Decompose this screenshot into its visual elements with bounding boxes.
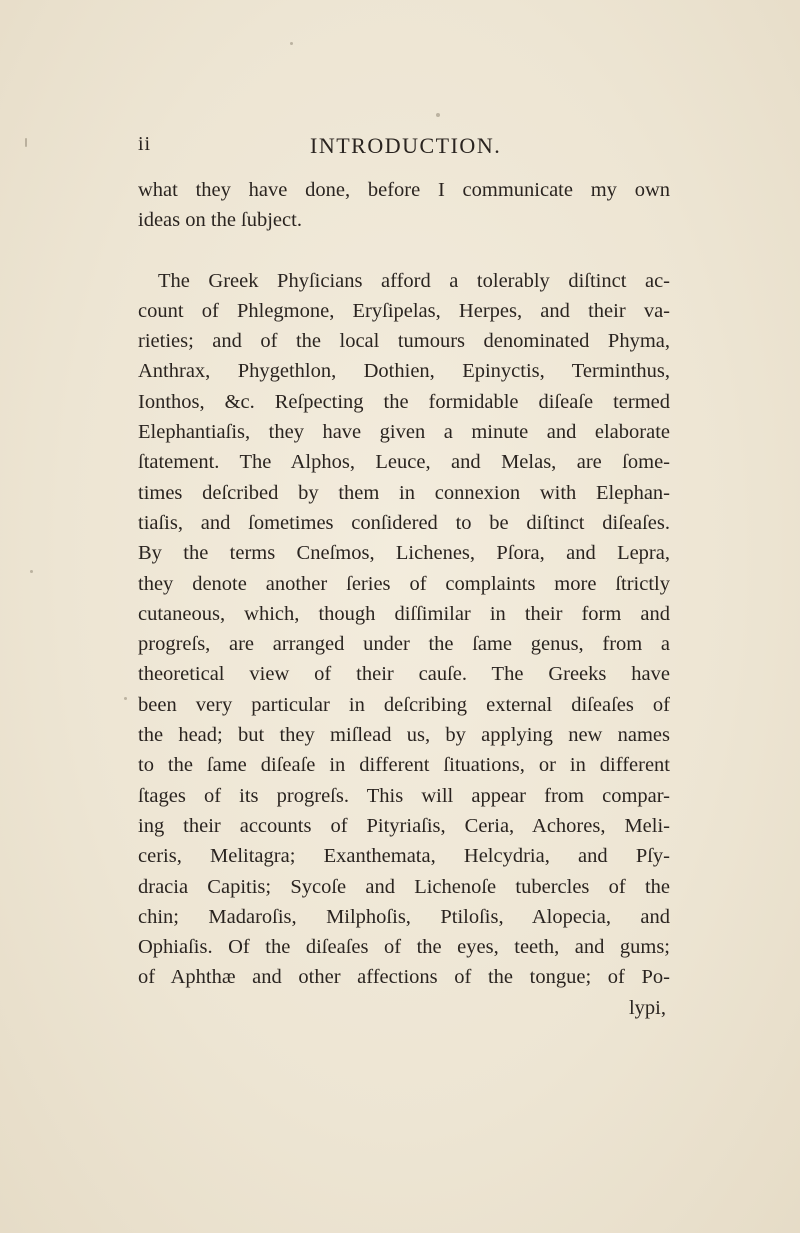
paper-speck	[30, 570, 33, 573]
running-head: INTRODUCTION.	[310, 133, 502, 158]
text-line: of Aphthæ and other affections of the tongue; of Po-	[138, 966, 670, 989]
catchword: lypi,	[628, 996, 666, 1019]
text-line: they denote another ſeries of complaints more ſtrictly	[138, 572, 670, 595]
text-line: chin; Madaroſis, Milphoſis, Ptiloſis, Alopecia, and	[138, 905, 670, 928]
text-line: ſtatement. The Alphos, Leuce, and Melas, are ſome-	[138, 451, 670, 474]
text-line: The Greek Phyſicians afford a tolerably diſtinct ac-	[158, 269, 670, 292]
text-line: theoretical view of their cauſe. The Greeks have	[138, 663, 670, 686]
text-line: the head; but they miſlead us, by applying new names	[138, 724, 670, 747]
page-header	[138, 133, 668, 163]
text-line: been very particular in deſcribing external diſeaſes of	[138, 693, 670, 716]
text-line: Ionthos, &c. Reſpecting the formidable diſeaſe termed	[138, 390, 670, 413]
text-line: times deſcribed by them in connexion with Elephan-	[138, 481, 670, 504]
text-line: dracia Capitis; Sycoſe and Lichenoſe tubercles of the	[138, 875, 670, 898]
text-line: ing their accounts of Pityriaſis, Ceria, Achores, Meli-	[138, 814, 670, 837]
text-line: count of Phlegmone, Eryſipelas, Herpes, and their va-	[138, 299, 670, 322]
body-text	[138, 175, 670, 1023]
text-line: progreſs, are arranged under the ſame genus, from a	[138, 633, 670, 656]
text-line: tiaſis, and ſometimes conſidered to be diſtinct diſeaſes.	[138, 511, 670, 534]
paper-speck	[25, 138, 27, 147]
text-line: what they have done, before I communicate my own	[138, 179, 670, 201]
text-line: ceris, Melitagra; Exanthemata, Helcydria, and Pſy-	[138, 845, 670, 868]
text-line: Elephantiaſis, they have given a minute and elaborate	[138, 421, 670, 444]
text-line: Ophiaſis. Of the diſeaſes of the eyes, teeth, and gums;	[138, 936, 670, 959]
text-line: Anthrax, Phygethlon, Dothien, Epinyctis, Terminthus,	[138, 360, 670, 383]
paper-speck	[124, 697, 127, 700]
paragraph-gap	[138, 236, 670, 266]
text-line: ſtages of its progreſs. This will appear from compar-	[138, 784, 670, 807]
page-number: ii	[138, 133, 152, 155]
text-line: rieties; and of the local tumours denominated Phyma,	[138, 330, 670, 353]
text-line: cutaneous, which, though diſſimilar in their form and	[138, 602, 670, 625]
text-line: to the ſame diſeaſe in different ſituations, or in different	[138, 754, 670, 777]
text-line: By the terms Cneſmos, Lichenes, Pſora, and Lepra,	[138, 542, 670, 565]
paper-speck	[436, 113, 440, 117]
paper-speck	[290, 42, 293, 45]
text-line: ideas on the ſubject.	[138, 209, 302, 232]
